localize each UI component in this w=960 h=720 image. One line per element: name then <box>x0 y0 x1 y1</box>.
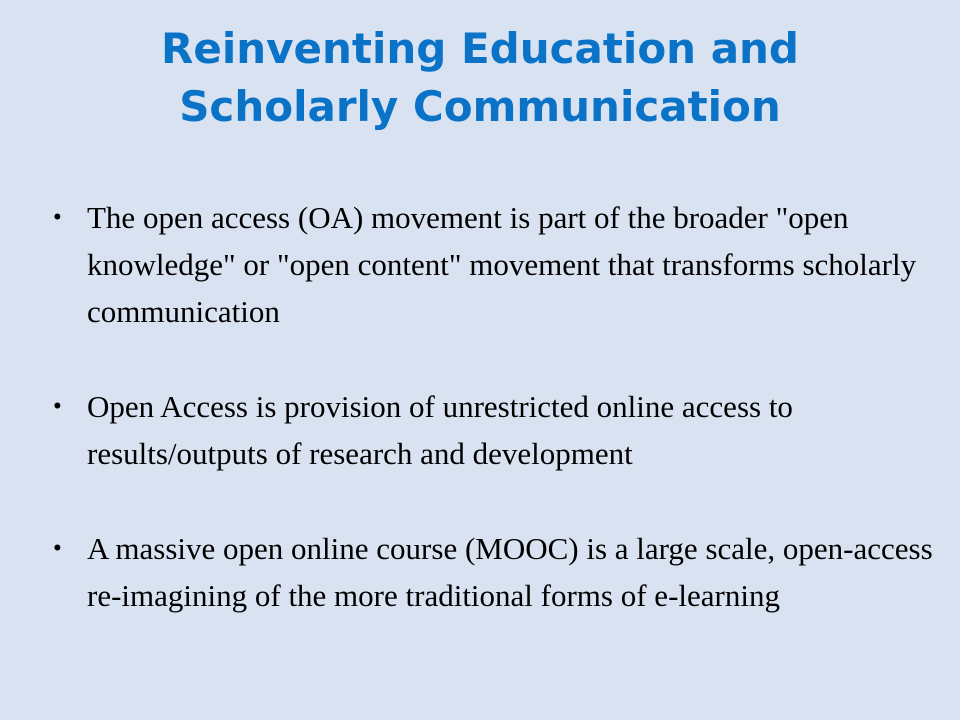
slide-title-line-1: Reinventing Education and <box>161 24 799 73</box>
bullet-dot-icon: • <box>53 204 62 231</box>
bullet-text: A massive open online course (MOOC) is a large scale, open-access re-imagining of the more traditional forms of e-learning <box>87 531 933 613</box>
slide-title <box>40 20 920 136</box>
bullet-list <box>42 194 957 619</box>
bullet-item-mooc <box>42 525 957 619</box>
bullet-dot-icon: • <box>53 535 62 562</box>
slide-title-line-2: Scholarly Communication <box>179 82 781 131</box>
bullet-item-open-access-movement <box>42 194 957 335</box>
bullet-dot-icon: • <box>53 393 62 420</box>
bullet-item-open-access-definition <box>42 383 957 477</box>
bullet-text: The open access (OA) movement is part of the broader "open knowledge" or "open content" movement that transforms scholarly communication <box>87 200 917 329</box>
bullet-text: Open Access is provision of unrestricted online access to results/outputs of research and development <box>87 389 793 471</box>
